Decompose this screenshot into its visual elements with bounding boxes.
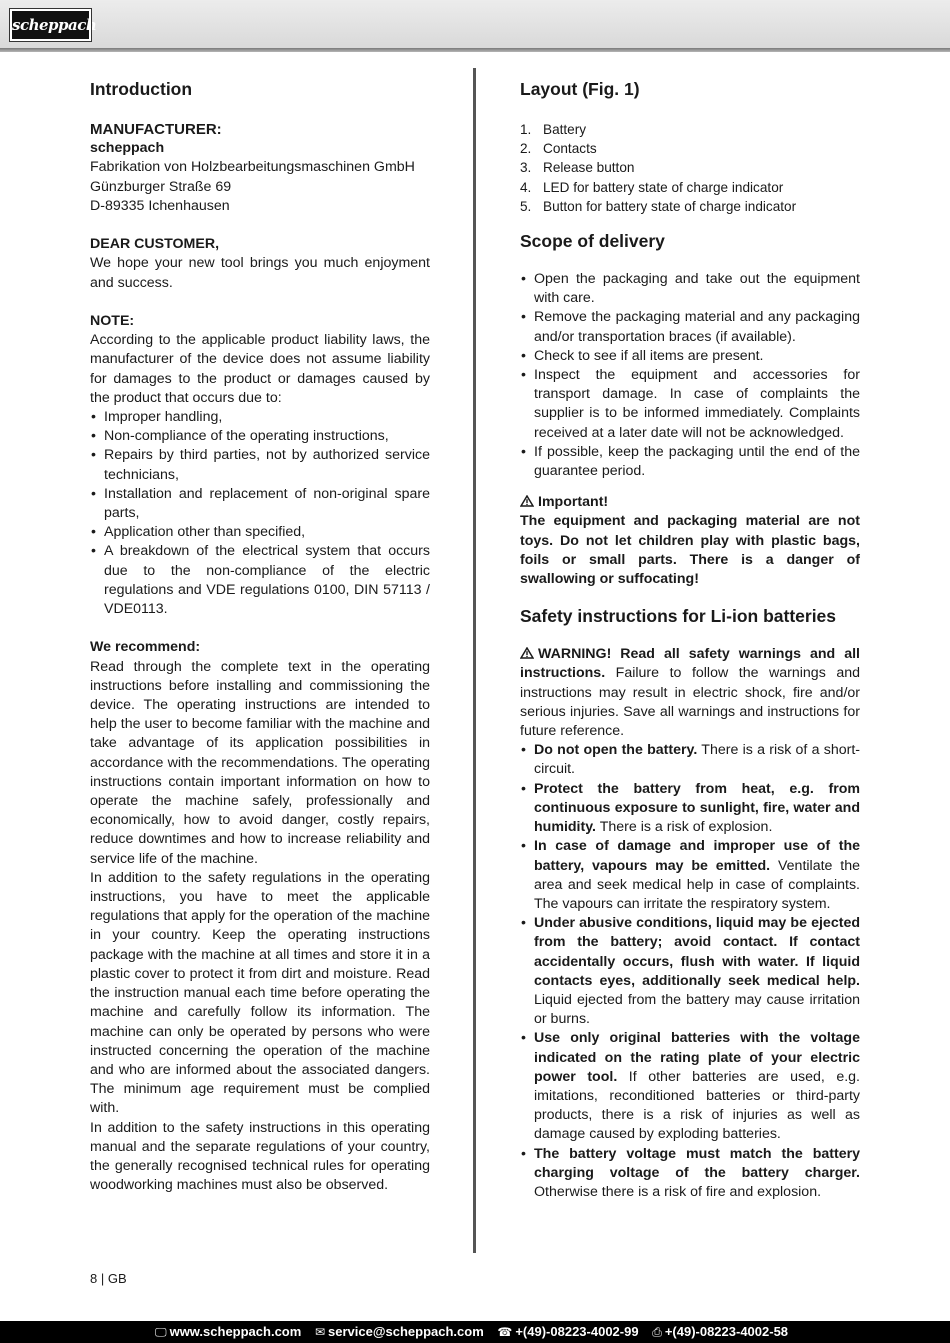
list-item: 1. Battery [520,122,587,137]
column-divider [473,68,476,1253]
list-item: 3. Release button [520,160,635,176]
list-item: • If possible, keep the packaging until the end of the guarantee period. [520,443,860,481]
dear-customer-text: We hope your new tool brings you much enjoyment and success. [90,255,430,291]
list-item: • A breakdown of the electrical system that occurs due to the non-compliance of the electric regulations and VDE regulations 0100, DIN 57113 / VDE0113. [90,542,430,619]
page-header [0,0,950,48]
safety-heading: Safety instructions for Li-ion batteries [520,606,837,627]
warning-icon [520,647,534,659]
warning-paragraph: WARNING! Read all safety warnings and all instructions. Failure to follow the warnings and instructions may result in electric shock, fire and/or serious injuries. Save all warnings and instructions for future reference. [520,646,860,740]
list-item: • Application other than specified, [90,523,430,542]
warning-icon [520,495,534,507]
list-item: • In case of damage and improper use of the battery, vapours may be emitted. Ventilate the area and seek medical help in case of complaints. The vapours can irritate the respiratory system. [520,837,860,914]
introduction-heading: Introduction [90,79,193,99]
recommend-paragraph: In addition to the safety regulations in the operating instructions, you have to meet the applicable regulations that apply for the operation of the machine in your country. Keep the operating instructions package with the machine at all times and store it in a plastic cover to protect it from dirt and moisture. Read the instruction manual each time before operating the machine and carefully follow its information. The machine can only be operated by persons who were instructed concerning the operation of the machine and who are informed about the associated dangers. The minimum age requirement must be complied with. [90,869,430,1117]
recommend-paragraph: Read through the complete text in the operating instructions before installing and commissioning the device. The operating instructions are intended to help the user to become familiar with the machine and take advantage of its application possibilities in accordance with the recommendations. The operating instructions contain important information on how to operate the machine safely, professionally and economically, how to avoid danger, costly repairs, reduce downtimes and how to increase reliability and service life of the machine. [90,658,430,867]
note-text: According to the applicable product liability laws, the manufacturer of the device does not assume liability for damages to the product or damages caused by the product that occurs due to: [90,332,430,406]
monitor-icon: 🖵 [155,1325,167,1339]
recommend-paragraph: In addition to the safety instructions in this operating manual and the separate regulations of your country, the generally recognised technical rules for operating woodworking machines must also be observed. [90,1119,430,1194]
dear-customer-label: DEAR CUSTOMER, [90,236,220,253]
list-item: • Installation and replacement of non-original spare parts, [90,485,430,523]
footer-phone: ☎ +(49)-08223-4002-99 [497,1321,638,1343]
footer-website[interactable]: 🖵 www.scheppach.com [155,1321,301,1343]
list-item: • Do not open the battery. There is a risk of a short-circuit. [520,741,860,779]
list-item: • Use only original batteries with the voltage indicated on the rating plate of your electric power tool. If other batteries are used, e.g. imitations, reconditioned batteries or third-party products, there is a risk of injuries as well as damage caused by exploding batteries. [520,1029,860,1144]
list-item: • Remove the packaging material and any packaging and/or transportation braces (if available). [520,308,860,346]
list-item: 4. LED for battery state of charge indicator [520,179,784,195]
safety-list [520,741,860,1202]
envelope-icon: ✉ [314,1325,325,1339]
address-line: Fabrikation von Holzbearbeitungsmaschinen GmbH [90,159,415,176]
list-item: • Improper handling, [90,408,430,427]
scheppach-logo: scheppach [10,9,91,41]
list-item: • Inspect the equipment and accessories for transport damage. In case of complaints the supplier is to be informed immediately. Complaints received at a later date will not be acknowledged. [520,366,860,443]
fax-icon: ⎙ [652,1325,662,1339]
phone-icon: ☎ [497,1325,513,1339]
recommend-label: We recommend: [90,639,201,656]
important-text: The equipment and packaging material are not toys. Do not let children play with plastic bags, foils or small parts. There is a danger of swallowing or suffocating! [520,513,860,588]
list-item: • The battery voltage must match the battery charging voltage of the battery charger. Otherwise there is a risk of fire and explosion. [520,1145,860,1203]
important-label: Important! [520,493,860,512]
list-item: 5. Button for battery state of charge indicator [520,198,797,214]
note-label: NOTE: [90,313,135,329]
manufacturer-label: MANUFACTURER: [90,121,222,138]
address-line: Günzburger Straße 69 [90,178,232,195]
scope-list [520,270,860,481]
page-number: 8 | GB [90,1271,127,1286]
list-item: • Under abusive conditions, liquid may be ejected from the battery; avoid contact. If contact accidentally occurs, flush with water. If liquid contacts eyes, additionally seek medical help. Liquid ejected from the battery may cause irritation or burns. [520,914,860,1029]
list-item: • Protect the battery from heat, e.g. from continuous exposure to sunlight, fire, water and humidity. There is a risk of explosion. [520,780,860,838]
list-item: • Open the packaging and take out the equipment with care. [520,270,860,308]
left-column [90,78,430,1195]
scope-heading: Scope of delivery [520,231,665,252]
layout-list [520,120,860,216]
header-rule [0,48,950,52]
footer-email[interactable]: ✉ service@scheppach.com [315,1321,484,1343]
page-footer [0,1321,950,1343]
layout-heading: Layout (Fig. 1) [520,79,640,99]
right-column [520,78,860,1202]
list-item: 2. Contacts [520,141,597,157]
manufacturer-name: scheppach [90,140,165,157]
note-list [90,408,430,619]
list-item: • Repairs by third parties, not by authorized service technicians, [90,446,430,484]
footer-fax: ⎙ +(49)-08223-4002-58 [652,1321,788,1343]
list-item: • Check to see if all items are present. [520,347,860,366]
address-line: D-89335 Ichenhausen [90,197,230,214]
list-item: • Non-compliance of the operating instructions, [90,427,430,446]
